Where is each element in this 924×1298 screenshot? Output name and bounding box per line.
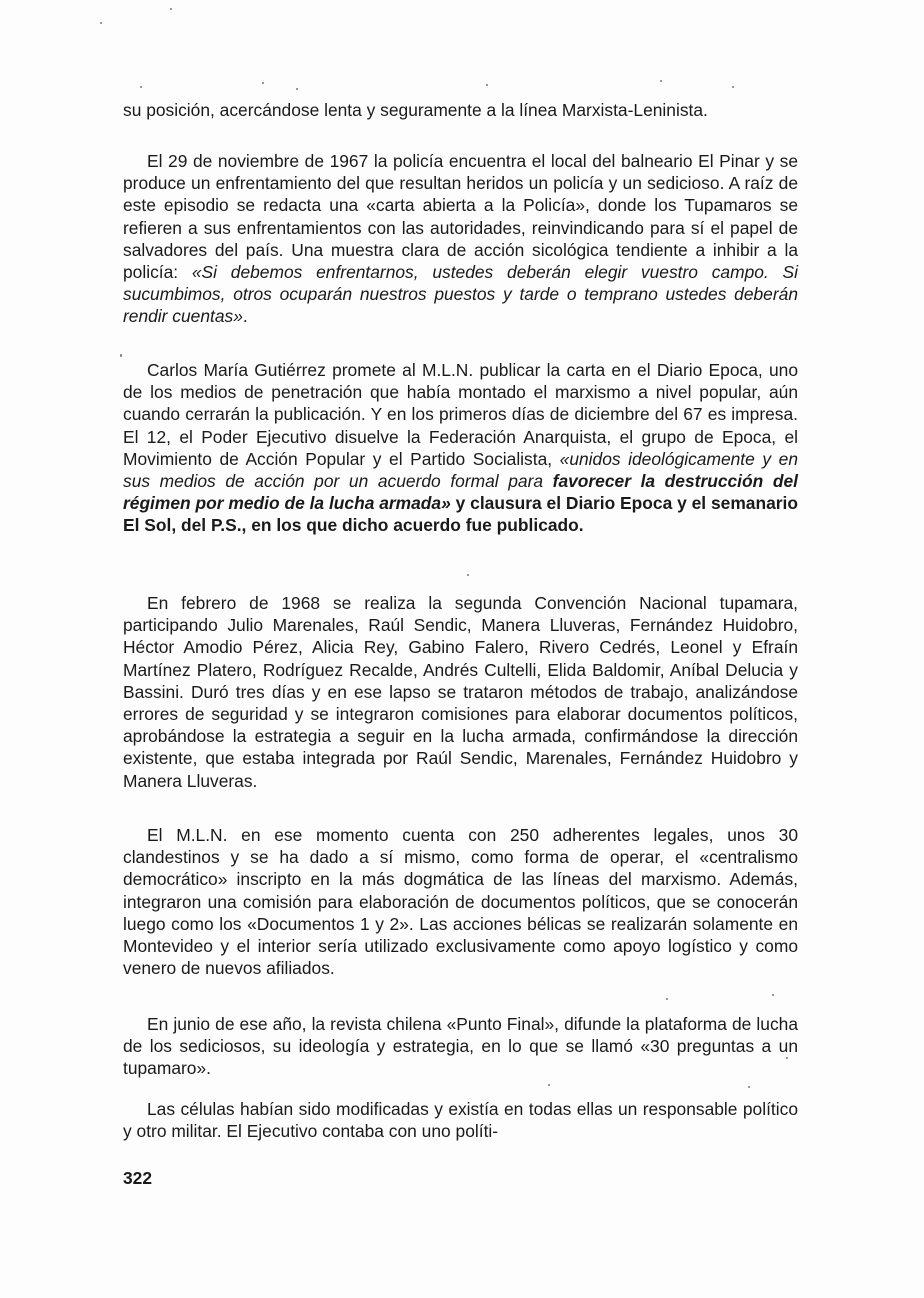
paragraph-3-quote-italic: «unidos ideológicamente y en sus medios de acción por un acuerdo formal para <box>123 448 798 492</box>
paragraph-2-body <box>123 150 798 328</box>
paragraph-2-tail: . <box>242 306 248 327</box>
paragraph-3-tail: y clausura el Diario Epoca y el semanario El Sol, del P.S., en los que dicho acuerdo fue publicado. <box>123 493 798 536</box>
scan-speck <box>660 80 662 82</box>
paragraph-4-text: En febrero de 1968 se realiza la segunda Convención Nacional tupamara, participando Julio Marenales, Raúl Sendic, Manera Lluveras, Fernández Huidobro, Héctor Amodio Pérez, Alicia Rey, Gabino Falero, Rivero Cedrés, Leonel y Efraín Martínez Platero, Rodríguez Recalde, Andrés Cultelli, Elida Baldomir, Aníbal Delucia y Bassini. Duró tres días y en ese lapso se trataron métodos de trabajo, analizándose errores de seguridad y se integraron comisiones para elaborar documentos políticos, aprobándose la estrategia a seguir en la lucha armada, confirmándose la dirección existente, que estaba integrada por Raúl Sendic, Marenales, Fernández Huidobro y Manera Lluveras. <box>123 593 798 791</box>
scan-speck <box>140 86 142 88</box>
paragraph-4 <box>123 592 798 792</box>
scan-speck <box>100 22 102 24</box>
paragraph-1-text: su posición, acercándose lenta y seguramente a la línea Marxista-Leninista. <box>123 100 708 120</box>
paragraph-3-body <box>123 359 798 537</box>
paragraph-5 <box>123 824 798 979</box>
scan-speck <box>170 8 172 10</box>
paragraph-2 <box>123 150 798 328</box>
paragraph-7 <box>123 1098 798 1142</box>
paragraph-2-quote: «Si debemos enfrentarnos, ustedes deberán elegir vuestro campo. Si sucumbimos, otros ocuparán nuestros puestos y tarde o temprano ustedes deberán rendir cuentas» <box>123 262 798 327</box>
paragraph-5-text: El M.L.N. en ese momento cuenta con 250 adherentes legales, unos 30 clandestinos y se ha dado a sí mismo, como forma de operar, el «centralismo democrático» inscripto en la más dogmática de las líneas del marxismo. Además, integraron una comisión para elaboración de documentos políticos, que se conocerán luego como los «Documentos 1 y 2». Las acciones bélicas se realizarán solamente en Montevideo y el interior sería utilizado exclusivamente como apoyo logístico y como venero de nuevos afiliados. <box>123 825 798 979</box>
scan-speck <box>486 84 488 86</box>
scan-speck <box>786 1057 788 1059</box>
scan-speck <box>748 1086 750 1088</box>
paragraph-7-text: Las células habían sido modificadas y existía en todas ellas un responsable político y otro militar. El Ejecutivo contaba con uno políti- <box>123 1099 798 1142</box>
scan-speck <box>548 1084 550 1086</box>
scan-speck <box>120 354 122 357</box>
page-number: 322 <box>123 1168 153 1188</box>
paragraph-3-text: Carlos María Gutiérrez promete al M.L.N. publicar la carta en el Diario Epoca, uno de los medios de penetración que había montado el marxismo a nivel popular, aún cuando cerrarán la publicación. Y en los primeros días de diciembre del 67 es impresa. El 12, el Poder Ejecutivo disuelve la Federación Anarquista, el grupo de Epoca, el Movimiento de Acción Popular y el Partido Socialista, <box>123 360 798 469</box>
scan-speck <box>296 88 298 90</box>
scan-speck <box>467 574 469 576</box>
scan-speck <box>772 994 774 996</box>
paragraph-1 <box>123 99 798 121</box>
paragraph-6 <box>123 1013 798 1080</box>
scan-speck <box>262 82 264 84</box>
paragraph-2-text: El 29 de noviembre de 1967 la policía encuentra el local del balneario El Pinar y se produce un enfrentamiento del que resultan heridos un policía y un sedicioso. A raíz de este episodio se redacta una «carta abierta a la Policía», donde los Tupamaros se refieren a sus enfrentamientos con las autoridades, reinvindicando para sí el papel de salvadores del país. Una muestra clara de acción sicológica tendiente a inhibir a la policía: <box>123 151 798 283</box>
paragraph-3-quote-bold: favorecer la destrucción del régimen por medio de la lucha armada» <box>123 471 798 514</box>
paragraph-6-text: En junio de ese año, la revista chilena «Punto Final», difunde la plataforma de lucha de los sediciosos, su ideología y estrategia, en lo que se llamó «30 preguntas a un tupamaro». <box>123 1014 798 1079</box>
paragraph-3 <box>123 359 798 537</box>
scan-speck <box>666 998 668 1000</box>
scan-speck <box>732 86 734 88</box>
